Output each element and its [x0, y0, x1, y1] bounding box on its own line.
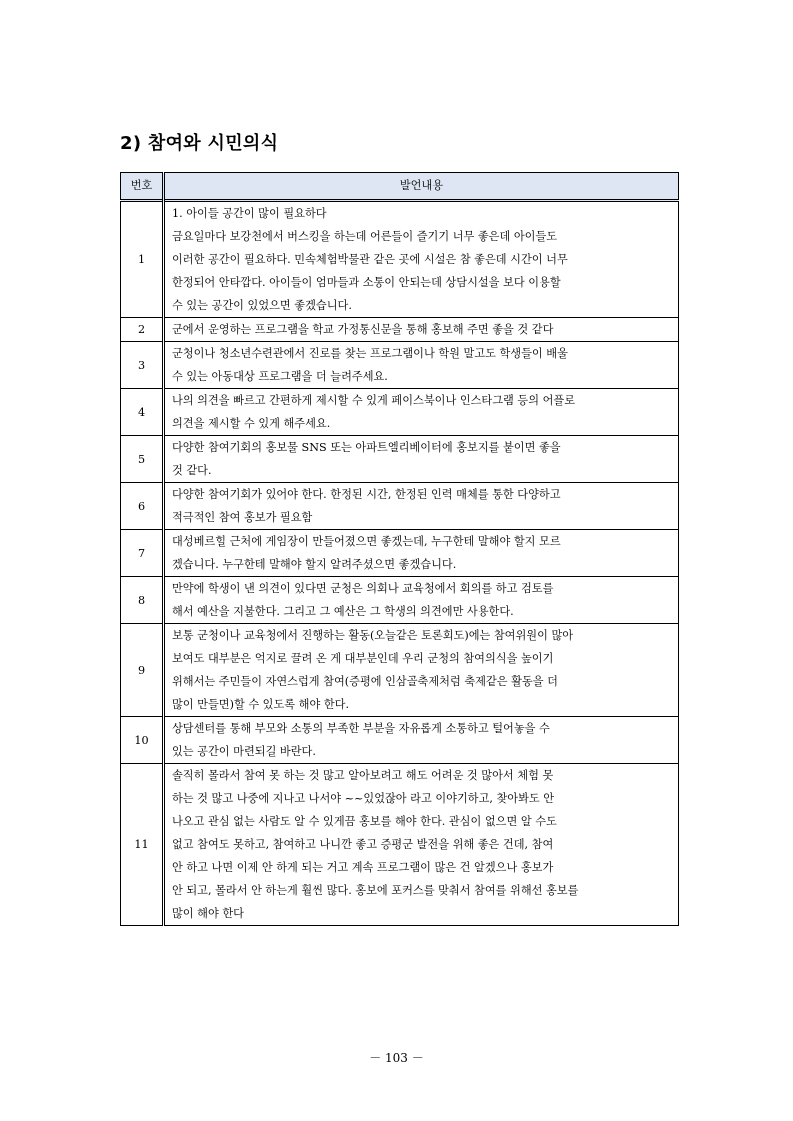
row-number: 4: [121, 389, 164, 436]
statement-line: 군에서 운영하는 프로그램을 학교 가정통신문을 통해 홍보해 주면 좋을 것 같다: [172, 323, 554, 336]
statement-line: 것 같다.: [172, 464, 212, 477]
row-number: 1: [121, 201, 164, 318]
row-number: 8: [121, 577, 164, 624]
statement-line: 있는 공간이 마련되길 바란다.: [172, 745, 316, 758]
opinion-table: [120, 172, 678, 926]
row-number: 5: [121, 436, 164, 483]
table-header: [121, 173, 679, 201]
statement-line: 1. 아이들 공간이 많이 필요하다: [172, 207, 327, 220]
table-row: [121, 318, 679, 342]
row-statement: [164, 342, 679, 389]
statement-line: 하는 것 많고 나중에 지나고 나서야 ~~있었잖아 라고 이야기하고, 찾아봐도 안: [172, 792, 555, 805]
statement-line: 위해서는 주민들이 자연스럽게 참여(증평에 인삼골축제처럼 축제같은 활동을 더: [172, 675, 558, 688]
statement-line: 상담센터를 통해 부모와 소통의 부족한 부분을 자유롭게 소통하고 털어놓을 수: [172, 722, 550, 735]
statement-line: 없고 참여도 못하고, 참여하고 나니깐 좋고 증평군 발전을 위해 좋은 건데, 참여: [172, 838, 554, 851]
statement-line: 한정되어 안타깝다. 아이들이 엄마들과 소통이 안되는데 상담시설을 보다 이용할: [172, 276, 561, 289]
statement-line: 안 되고, 몰라서 안 하는게 훨씬 많다. 홍보에 포커스를 맞춰서 참여를 위해선 홍보를: [172, 884, 579, 897]
statement-line: 만약에 학생이 낸 의견이 있다면 군청은 의회나 교육청에서 회의를 하고 검토를: [172, 582, 554, 595]
row-statement: [164, 389, 679, 436]
statement-line: 솔직히 몰라서 참여 못 하는 것 많고 알아보려고 해도 어려운 것 많아서 체험 못: [172, 769, 554, 782]
page-number: － 103 －: [369, 1051, 424, 1065]
row-statement: [164, 201, 679, 318]
statement-line: 다양한 참여기회의 홍보물 SNS 또는 아파트엘리베이터에 홍보지를 붙이면 좋을: [172, 441, 561, 454]
table-row: [121, 483, 679, 530]
statement-line: 많이 해야 한다: [172, 907, 244, 920]
row-number: 7: [121, 530, 164, 577]
row-statement: [164, 530, 679, 577]
statement-line: 금요일마다 보강천에서 버스킹을 하는데 어른들이 즐기기 너무 좋은데 아이들도: [172, 230, 558, 243]
table-row: [121, 436, 679, 483]
statement-line: 군청이나 청소년수련관에서 진로를 찾는 프로그램이나 학원 말고도 학생들이 배울: [172, 347, 568, 360]
row-number: 9: [121, 624, 164, 717]
header-number: 번호: [121, 173, 164, 201]
statement-line: 나오고 관심 없는 사람도 알 수 있게끔 홍보를 해야 한다. 관심이 없으면 알 수도: [172, 815, 557, 828]
row-statement: [164, 436, 679, 483]
statement-line: 해서 예산을 지불한다. 그리고 그 예산은 그 학생의 의견에만 사용한다.: [172, 605, 514, 618]
table-row: [121, 717, 679, 764]
row-statement: [164, 318, 679, 342]
row-statement: [164, 717, 679, 764]
table-row: [121, 764, 679, 926]
row-statement: [164, 483, 679, 530]
statement-line: 안 하고 나면 이제 안 하게 되는 거고 계속 프로그램이 많은 건 알겠으나 홍보가: [172, 861, 554, 874]
statement-line: 다양한 참여기회가 있어야 한다. 한정된 시간, 한정된 인력 매체를 통한 다양하고: [172, 488, 561, 501]
statement-line: 보통 군청이나 교육청에서 진행하는 활동(오늘같은 토론회도)에는 참여위원이 많아: [172, 629, 574, 642]
statement-line: 보여도 대부분은 억지로 끌려 온 게 대부분인데 우리 군청의 참여의식을 높이기: [172, 652, 554, 665]
row-number: 3: [121, 342, 164, 389]
table-row: [121, 201, 679, 318]
statement-line: 적극적인 참여 홍보가 필요함: [172, 511, 313, 524]
statement-line: 의견을 제시할 수 있게 해주세요.: [172, 417, 331, 430]
statement-line: 겠습니다. 누구한테 말해야 할지 알려주셨으면 좋겠습니다.: [172, 558, 457, 571]
row-statement: [164, 624, 679, 717]
header-content: 발언내용: [164, 173, 679, 201]
table-row: [121, 624, 679, 717]
statement-line: 많이 만들면)할 수 있도록 해야 한다.: [172, 698, 350, 711]
statement-line: 대성베르힐 근처에 게임장이 만들어졌으면 좋겠는데, 누구한테 말해야 할지 모르: [172, 535, 561, 548]
row-statement: [164, 577, 679, 624]
statement-line: 수 있는 공간이 있었으면 좋겠습니다.: [172, 299, 352, 312]
row-number: 11: [121, 764, 164, 926]
row-number: 6: [121, 483, 164, 530]
statement-line: 이러한 공간이 필요하다. 민속체험박물관 같은 곳에 시설은 참 좋은데 시간이 너무: [172, 253, 568, 266]
table-row: [121, 342, 679, 389]
statement-line: 나의 의견을 빠르고 간편하게 제시할 수 있게 페이스북이나 인스타그램 등의 어플로: [172, 394, 576, 407]
table-row: [121, 530, 679, 577]
opinion-table-grid: [120, 172, 679, 926]
table-body: [121, 201, 679, 926]
table-row: [121, 577, 679, 624]
row-statement: [164, 764, 679, 926]
row-number: 10: [121, 717, 164, 764]
row-number: 2: [121, 318, 164, 342]
section-title: 2) 참여와 시민의식: [120, 133, 279, 154]
statement-line: 수 있는 아동대상 프로그램을 더 늘려주세요.: [172, 370, 388, 383]
table-row: [121, 389, 679, 436]
